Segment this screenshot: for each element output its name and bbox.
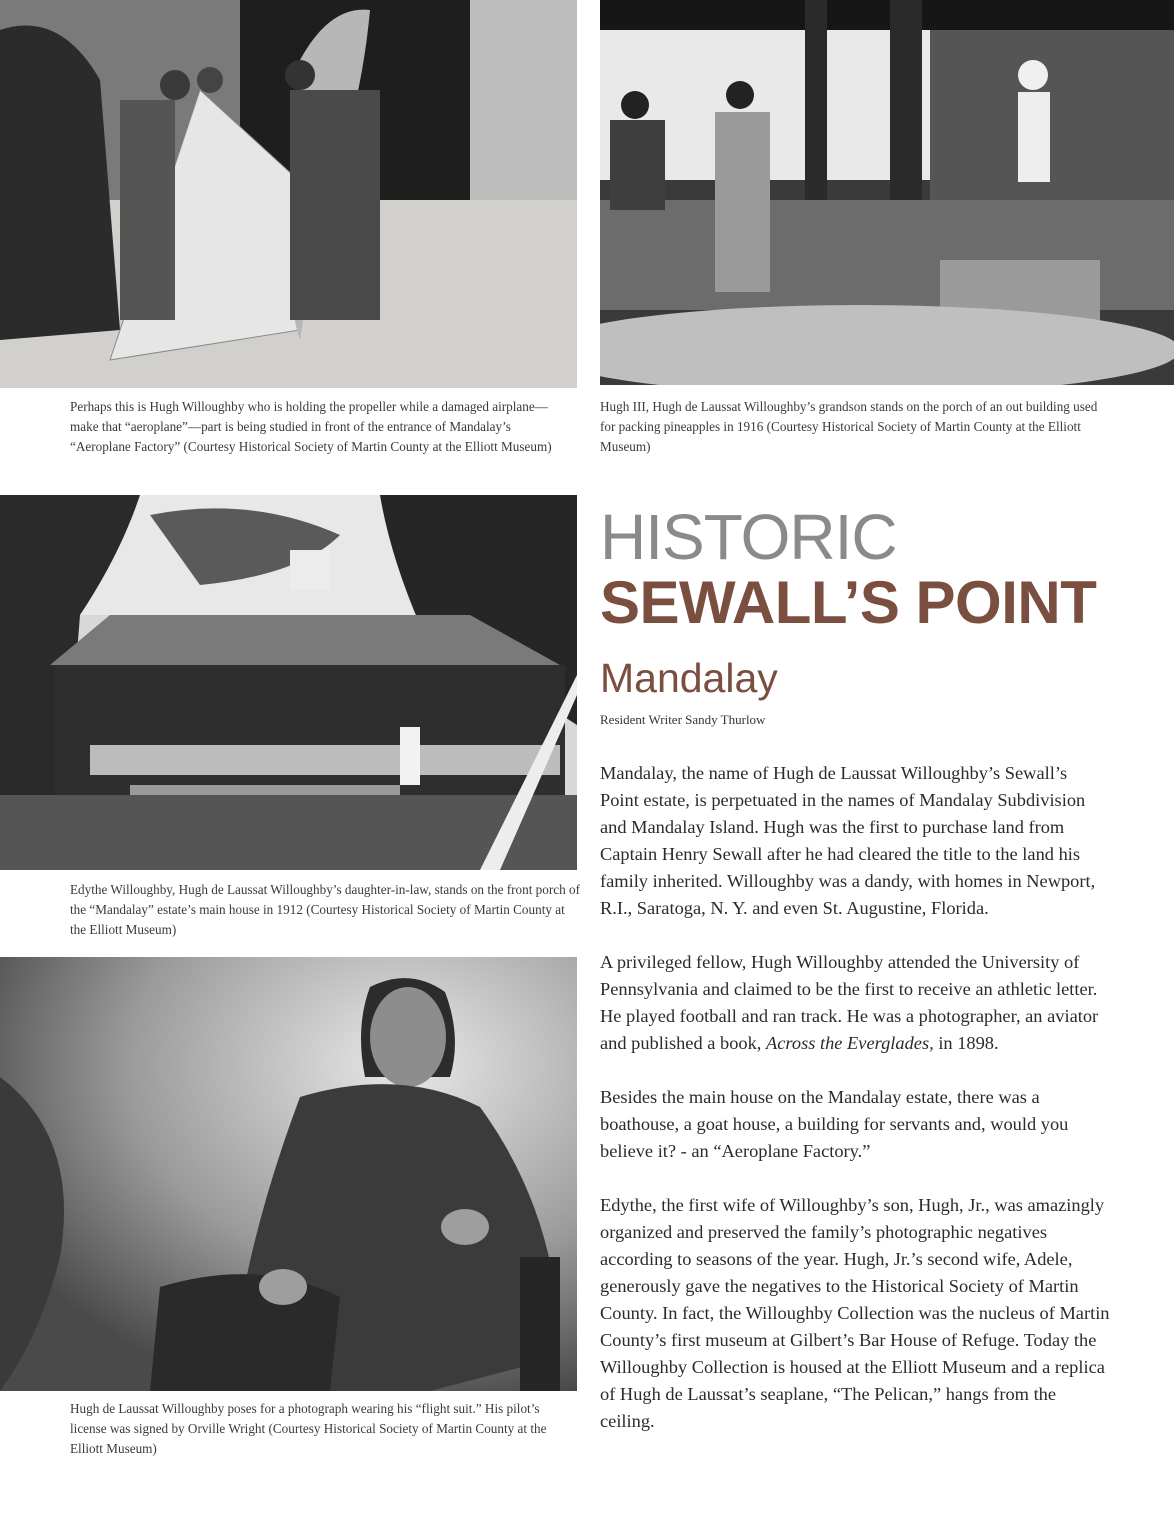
photo-pineapple-porch (600, 0, 1174, 385)
article-paragraph-4: Edythe, the first wife of Willoughby’s son, Hugh, Jr., was amazingly organized and preserved the family’s photographic negatives according to seasons of the year. Hugh, Jr.’s second wife, Adele, generously gave the negatives to the Historical Society of Martin County. In fact, the Willoughby Collection was the nucleus of Martin County’s first museum at Gilbert’s Bar House of Refuge. Today the Willoughby Collection is housed at the Elliott Museum and a replica of Hugh de Laussat’s seaplane, “The Pelican,” hangs from the ceiling. (600, 1195, 1110, 1431)
paragraph-2-end: in 1898. (933, 1033, 999, 1053)
photo-mandalay-house-caption: Edythe Willoughby, Hugh de Laussat Willoughby’s daughter-in-law, stands on the front porch of the “Mandalay” estate’s main house in 1912 (Courtesy Historical Society of Martin County at the Elliott Museum) (70, 882, 580, 937)
page-title: SEWALL’S POINT (600, 569, 1097, 636)
title-kicker: HISTORIC (600, 501, 897, 573)
article-body (600, 760, 1110, 1462)
photo-aviator-portrait (0, 957, 577, 1391)
photo-mandalay-house (0, 495, 577, 870)
book-title: Across the Everglades, (766, 1033, 934, 1053)
article-paragraph-2 (600, 949, 1110, 1057)
article-paragraph-1: Mandalay, the name of Hugh de Laussat Willoughby’s Sewall’s Point estate, is perpetuated in the names of Mandalay Subdivision and Mandalay Island. Hugh was the first to purchase land from Captain Henry Sewall after he had cleared the title to the land his family inherited. Willoughby was a dandy, with homes in Newport, R.I., Saratoga, N. Y. and even St. Augustine, Florida. (600, 763, 1096, 918)
article-subtitle: Mandalay (600, 655, 778, 701)
article-paragraph-3: Besides the main house on the Mandalay estate, there was a boathouse, a goat house, a building for servants and, would you believe it? - an “Aeroplane Factory.” (600, 1087, 1069, 1161)
photo-aviator-portrait-caption: Hugh de Laussat Willoughby poses for a photograph wearing his “flight suit.” His pilot’s license was signed by Orville Wright (Courtesy Historical Society of Martin County at the Elliott Museum) (70, 1401, 547, 1456)
photo-aeroplane-factory (0, 0, 577, 388)
paragraph-2-text: A privileged fellow, Hugh Willoughby attended the University of Pennsylvania and claimed to be the first to receive an athletic letter. He played football and ran track. He was a photographer, an aviator and published a book, (600, 952, 1099, 1053)
photo-aeroplane-factory-caption: Perhaps this is Hugh Willoughby who is holding the propeller while a damaged airplane—make that “aeroplane”—part is being studied in front of the entrance of Mandalay’s “Aeroplane Factory” (Courtesy Historical Society of Martin County at the Elliott Museum) (70, 399, 552, 454)
byline: Resident Writer Sandy Thurlow (600, 712, 766, 727)
photo-pineapple-porch-caption: Hugh III, Hugh de Laussat Willoughby’s grandson stands on the porch of an out building used for packing pineapples in 1916 (Courtesy Historical Society of Martin County at the Elliott Museum) (600, 399, 1098, 454)
